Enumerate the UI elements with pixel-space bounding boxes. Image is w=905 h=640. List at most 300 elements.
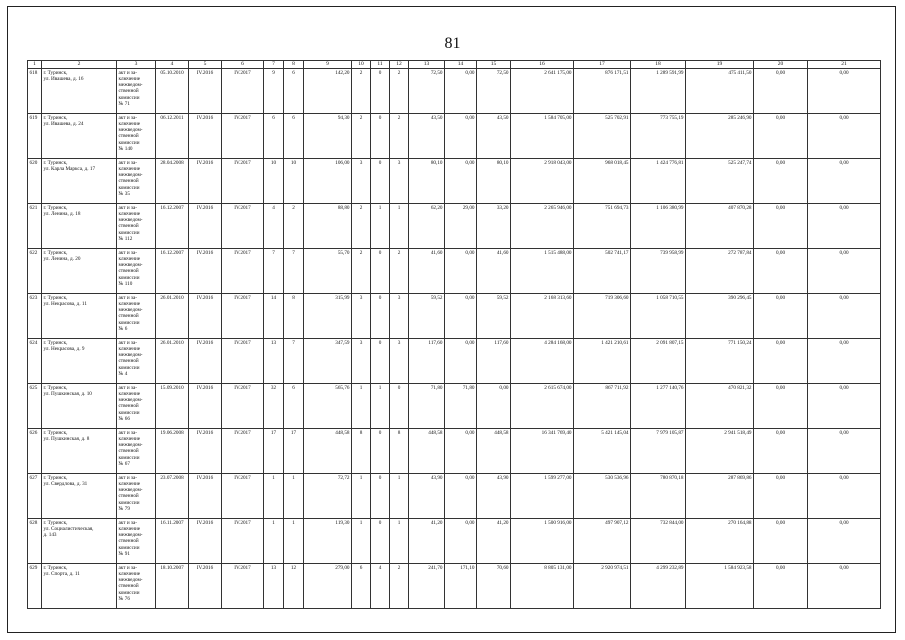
cell-col-18: 1 424 776,81: [631, 159, 686, 204]
cell-document-line: комиссии: [118, 544, 140, 551]
cell-col-16: 16 341 769,40: [511, 429, 574, 474]
cell-col-17: 876 171,51: [574, 69, 631, 114]
cell-col-15: 117,60: [477, 339, 511, 384]
cell-col-13: 62,20: [409, 204, 445, 249]
column-header-8: 8: [284, 61, 304, 69]
cell-col-17: 530 536,96: [574, 474, 631, 519]
cell-document-line: межведом-: [118, 532, 143, 539]
cell-col-7: 13: [264, 564, 284, 609]
cell-quarter-start: IV.2016: [189, 564, 222, 609]
cell-col-20: 0,00: [754, 429, 808, 474]
cell-document: [117, 519, 156, 564]
cell-number: 619: [28, 114, 42, 159]
cell-quarter-end: IV.2017: [222, 249, 264, 294]
cell-date: 06.12.2011: [156, 114, 189, 159]
cell-col-21: 0,00: [808, 249, 881, 294]
cell-number: 621: [28, 204, 42, 249]
cell-col-20: 0,00: [754, 204, 808, 249]
cell-document-line: межведом-: [118, 82, 143, 89]
cell-col-11: 1: [371, 384, 390, 429]
cell-document-line: ственной: [118, 223, 139, 230]
cell-col-12: 2: [390, 69, 409, 114]
cell-document-line: № 71: [118, 100, 130, 107]
table-row: [28, 474, 881, 519]
cell-document-line: межведом-: [118, 442, 143, 449]
cell-document-line: акт и за-: [118, 430, 137, 436]
cell-address-line: ул. Ленина, д. 18: [43, 211, 81, 218]
cell-col-7: 10: [264, 159, 284, 204]
cell-col-18: 773 755,19: [631, 114, 686, 159]
cell-col-11: 0: [371, 474, 390, 519]
cell-number: 625: [28, 384, 42, 429]
cell-address: [42, 249, 117, 294]
cell-date: 26.01.2010: [156, 339, 189, 384]
cell-col-15: 41,60: [477, 249, 511, 294]
cell-col-19: 407 870,28: [686, 204, 754, 249]
cell-col-14: 0,00: [445, 339, 477, 384]
cell-col-8: 17: [284, 429, 304, 474]
cell-quarter-start: IV.2016: [189, 159, 222, 204]
cell-col-19: 2 941 518,49: [686, 429, 754, 474]
cell-col-17: 1 421 210,61: [574, 339, 631, 384]
cell-document: [117, 114, 156, 159]
cell-quarter-end: IV.2017: [222, 69, 264, 114]
cell-col-19: 525 247,74: [686, 159, 754, 204]
table-row: [28, 159, 881, 204]
cell-quarter-end: IV.2017: [222, 384, 264, 429]
column-header-15: 15: [477, 61, 511, 69]
column-header-17: 17: [574, 61, 631, 69]
cell-address: [42, 204, 117, 249]
cell-col-8: 6: [284, 69, 304, 114]
cell-quarter-start: IV.2016: [189, 294, 222, 339]
cell-quarter-start: IV.2016: [189, 69, 222, 114]
cell-col-14: 0,00: [445, 519, 477, 564]
cell-number: 618: [28, 69, 42, 114]
cell-col-7: 14: [264, 294, 284, 339]
cell-col-15: 80,10: [477, 159, 511, 204]
cell-quarter-start: IV.2016: [189, 339, 222, 384]
cell-col-18: 780 870,18: [631, 474, 686, 519]
cell-col-20: 0,00: [754, 114, 808, 159]
cell-document-line: акт и за-: [118, 385, 137, 391]
cell-document-line: межведом-: [118, 127, 143, 134]
cell-col-21: 0,00: [808, 159, 881, 204]
cell-col-11: 0: [371, 429, 390, 474]
table-row: [28, 429, 881, 474]
column-header-14: 14: [445, 61, 477, 69]
cell-document-line: ственной: [118, 538, 139, 545]
cell-col-8: 1: [284, 519, 304, 564]
cell-col-18: 1 106 380,99: [631, 204, 686, 249]
cell-address-line: г. Туринск,: [43, 70, 68, 76]
cell-col-18: 1 289 591,99: [631, 69, 686, 114]
cell-address-line: ул. Пушкинская, д. 10: [43, 391, 92, 398]
cell-col-18: 732 844,00: [631, 519, 686, 564]
cell-document-line: ключение: [118, 76, 141, 83]
cell-document-line: ственной: [118, 88, 139, 95]
cell-col-17: 719 306,60: [574, 294, 631, 339]
cell-col-19: 270 164,88: [686, 519, 754, 564]
table-row: [28, 384, 881, 429]
cell-col-21: 0,00: [808, 339, 881, 384]
cell-address-line: ул. Некрасова, д. 11: [43, 301, 87, 308]
column-header-2: 2: [42, 61, 117, 69]
cell-address-line: г. Туринск,: [43, 430, 68, 436]
cell-document-line: межведом-: [118, 172, 143, 179]
cell-col-11: 0: [371, 159, 390, 204]
cell-col-11: 0: [371, 114, 390, 159]
cell-document-line: межведом-: [118, 487, 143, 494]
cell-document: [117, 204, 156, 249]
cell-col-16: 8 805 131,00: [511, 564, 574, 609]
cell-document-line: ключение: [118, 436, 141, 443]
cell-quarter-end: IV.2017: [222, 294, 264, 339]
cell-col-13: 41,20: [409, 519, 445, 564]
header-row: [28, 61, 881, 69]
cell-col-16: 1 500 916,00: [511, 519, 574, 564]
cell-document-line: ственной: [118, 448, 139, 455]
cell-address-line: ул. Ивашева, д. 16: [43, 76, 84, 83]
column-header-4: 4: [156, 61, 189, 69]
cell-date: 16.12.2007: [156, 204, 189, 249]
cell-col-20: 0,00: [754, 159, 808, 204]
cell-col-10: 1: [352, 384, 371, 429]
cell-col-20: 0,00: [754, 564, 808, 609]
cell-col-9: 88,80: [304, 204, 352, 249]
cell-quarter-start: IV.2016: [189, 384, 222, 429]
cell-col-16: 4 284 168,00: [511, 339, 574, 384]
cell-address: [42, 384, 117, 429]
cell-col-18: 1 058 710,55: [631, 294, 686, 339]
cell-date: 28.04.2008: [156, 159, 189, 204]
cell-number: 627: [28, 474, 42, 519]
cell-col-7: 9: [264, 69, 284, 114]
cell-document-line: межведом-: [118, 217, 143, 224]
cell-address-line: г. Туринск,: [43, 340, 68, 346]
cell-date: 26.01.2010: [156, 294, 189, 339]
cell-quarter-end: IV.2017: [222, 204, 264, 249]
cell-col-9: 448,58: [304, 429, 352, 474]
cell-col-17: 502 741,17: [574, 249, 631, 294]
cell-col-20: 0,00: [754, 294, 808, 339]
cell-number: 628: [28, 519, 42, 564]
column-header-11: 11: [371, 61, 390, 69]
cell-col-16: 2 168 313,60: [511, 294, 574, 339]
table-row: [28, 339, 881, 384]
cell-col-7: 32: [264, 384, 284, 429]
cell-col-10: 1: [352, 519, 371, 564]
cell-col-14: 0,00: [445, 294, 477, 339]
cell-document: [117, 249, 156, 294]
cell-address: [42, 339, 117, 384]
cell-document-line: ключение: [118, 211, 141, 218]
cell-document-line: ключение: [118, 301, 141, 308]
cell-date: 05.10.2010: [156, 69, 189, 114]
cell-col-21: 0,00: [808, 114, 881, 159]
cell-document-line: межведом-: [118, 307, 143, 314]
column-header-16: 16: [511, 61, 574, 69]
cell-document-line: комиссии: [118, 184, 140, 191]
cell-col-20: 0,00: [754, 474, 808, 519]
cell-address-line: г. Туринск,: [43, 205, 68, 211]
cell-col-9: 315,99: [304, 294, 352, 339]
column-header-7: 7: [264, 61, 284, 69]
cell-document-line: комиссии: [118, 319, 140, 326]
cell-col-15: 448,58: [477, 429, 511, 474]
column-header-21: 21: [808, 61, 881, 69]
cell-col-13: 80,10: [409, 159, 445, 204]
column-header-20: 20: [754, 61, 808, 69]
cell-col-13: 43,90: [409, 474, 445, 519]
cell-col-10: 2: [352, 204, 371, 249]
cell-col-17: 867 711,92: [574, 384, 631, 429]
cell-col-14: 0,00: [445, 249, 477, 294]
cell-col-20: 0,00: [754, 69, 808, 114]
cell-col-14: 0,00: [445, 474, 477, 519]
cell-document-line: акт и за-: [118, 475, 137, 481]
cell-address-line: д. 143: [43, 532, 57, 539]
cell-document-line: ственной: [118, 268, 139, 275]
cell-address: [42, 114, 117, 159]
cell-col-7: 1: [264, 474, 284, 519]
cell-date: 19.06.2008: [156, 429, 189, 474]
cell-quarter-end: IV.2017: [222, 519, 264, 564]
cell-col-19: 771 150,24: [686, 339, 754, 384]
cell-number: 620: [28, 159, 42, 204]
cell-document: [117, 384, 156, 429]
cell-date: 23.07.2008: [156, 474, 189, 519]
cell-document-line: ственной: [118, 403, 139, 410]
cell-document-line: комиссии: [118, 94, 140, 101]
cell-col-8: 6: [284, 384, 304, 429]
cell-address-line: ул. Свердлова, д. 31: [43, 481, 88, 488]
cell-col-10: 3: [352, 159, 371, 204]
cell-number: 629: [28, 564, 42, 609]
cell-document-line: ственной: [118, 583, 139, 590]
cell-address-line: ул. Ленина, д. 20: [43, 256, 81, 263]
cell-document-line: комиссии: [118, 274, 140, 281]
cell-col-20: 0,00: [754, 339, 808, 384]
cell-address-line: г. Туринск,: [43, 475, 68, 481]
cell-address-line: ул. Некрасова, д. 9: [43, 346, 85, 353]
cell-col-13: 43,50: [409, 114, 445, 159]
cell-col-15: 0,00: [477, 384, 511, 429]
cell-document-line: межведом-: [118, 397, 143, 404]
cell-col-19: 1 584 923,58: [686, 564, 754, 609]
cell-document-line: ключение: [118, 571, 141, 578]
cell-date: 16.12.2007: [156, 249, 189, 294]
cell-col-8: 7: [284, 249, 304, 294]
table-row: [28, 204, 881, 249]
cell-col-13: 241,70: [409, 564, 445, 609]
cell-col-8: 8: [284, 294, 304, 339]
cell-col-10: 1: [352, 474, 371, 519]
cell-document-line: комиссии: [118, 454, 140, 461]
cell-col-7: 7: [264, 249, 284, 294]
cell-col-21: 0,00: [808, 474, 881, 519]
cell-col-17: 968 018,45: [574, 159, 631, 204]
cell-document-line: ключение: [118, 481, 141, 488]
cell-col-16: 1 599 277,00: [511, 474, 574, 519]
cell-col-7: 13: [264, 339, 284, 384]
column-header-6: 6: [222, 61, 264, 69]
cell-document-line: комиссии: [118, 499, 140, 506]
cell-quarter-end: IV.2017: [222, 474, 264, 519]
cell-quarter-start: IV.2016: [189, 474, 222, 519]
cell-document-line: ключение: [118, 391, 141, 398]
cell-document-line: ключение: [118, 256, 141, 263]
column-header-3: 3: [117, 61, 156, 69]
cell-col-10: 2: [352, 114, 371, 159]
cell-quarter-end: IV.2017: [222, 114, 264, 159]
cell-col-14: 171,10: [445, 564, 477, 609]
cell-col-15: 41,20: [477, 519, 511, 564]
cell-col-14: 0,00: [445, 159, 477, 204]
cell-col-15: 33,20: [477, 204, 511, 249]
cell-document-line: № 35: [118, 190, 130, 197]
cell-number: 622: [28, 249, 42, 294]
cell-address: [42, 429, 117, 474]
cell-quarter-start: IV.2016: [189, 114, 222, 159]
cell-col-16: 2 265 946,00: [511, 204, 574, 249]
cell-address-line: ул. Спорта, д. 11: [43, 571, 80, 578]
column-header-9: 9: [304, 61, 352, 69]
cell-document-line: акт и за-: [118, 520, 137, 526]
data-table: [27, 60, 881, 609]
cell-col-11: 0: [371, 519, 390, 564]
cell-date: 15.09.2010: [156, 384, 189, 429]
cell-col-10: 2: [352, 249, 371, 294]
cell-document-line: № 76: [118, 595, 130, 602]
cell-col-21: 0,00: [808, 384, 881, 429]
cell-document-line: комиссии: [118, 409, 140, 416]
column-header-1: 1: [28, 61, 42, 69]
column-header-10: 10: [352, 61, 371, 69]
cell-document-line: межведом-: [118, 352, 143, 359]
cell-col-11: 0: [371, 69, 390, 114]
cell-document-line: межведом-: [118, 262, 143, 269]
cell-col-19: 475 411,50: [686, 69, 754, 114]
table-row: [28, 114, 881, 159]
cell-col-18: 2 091 807,15: [631, 339, 686, 384]
cell-address: [42, 474, 117, 519]
cell-col-7: 4: [264, 204, 284, 249]
cell-quarter-end: IV.2017: [222, 429, 264, 474]
cell-col-18: 739 958,99: [631, 249, 686, 294]
cell-address-line: г. Туринск,: [43, 160, 68, 166]
cell-address-line: ул. Социалистическая,: [43, 526, 94, 533]
cell-col-10: 8: [352, 429, 371, 474]
cell-col-9: 94,30: [304, 114, 352, 159]
column-header-5: 5: [189, 61, 222, 69]
cell-address-line: ул. Пушкинская, д. 8: [43, 436, 90, 443]
cell-quarter-end: IV.2017: [222, 339, 264, 384]
cell-col-8: 2: [284, 204, 304, 249]
cell-document-line: ключение: [118, 166, 141, 173]
cell-document-line: акт и за-: [118, 115, 137, 121]
cell-col-7: 6: [264, 114, 284, 159]
cell-col-9: 142,20: [304, 69, 352, 114]
cell-quarter-end: IV.2017: [222, 159, 264, 204]
cell-document: [117, 564, 156, 609]
cell-col-21: 0,00: [808, 519, 881, 564]
cell-document: [117, 474, 156, 519]
cell-address-line: г. Туринск,: [43, 520, 68, 526]
cell-col-21: 0,00: [808, 294, 881, 339]
cell-col-11: 1: [371, 204, 390, 249]
cell-document-line: ственной: [118, 133, 139, 140]
cell-col-12: 2: [390, 249, 409, 294]
cell-col-19: 390 296,45: [686, 294, 754, 339]
cell-address: [42, 294, 117, 339]
cell-col-8: 10: [284, 159, 304, 204]
cell-address-line: г. Туринск,: [43, 385, 68, 391]
cell-col-13: 117,60: [409, 339, 445, 384]
cell-col-13: 41,60: [409, 249, 445, 294]
column-header-19: 19: [686, 61, 754, 69]
cell-document-line: ключение: [118, 121, 141, 128]
cell-document-line: ственной: [118, 358, 139, 365]
cell-col-12: 3: [390, 159, 409, 204]
cell-document-line: № 67: [118, 460, 130, 467]
cell-document-line: ственной: [118, 493, 139, 500]
column-header-12: 12: [390, 61, 409, 69]
table-body: [28, 69, 881, 609]
cell-document-line: ключение: [118, 526, 141, 533]
cell-col-13: 71,80: [409, 384, 445, 429]
cell-address: [42, 564, 117, 609]
cell-col-14: 0,00: [445, 114, 477, 159]
cell-col-9: 55,70: [304, 249, 352, 294]
cell-col-11: 0: [371, 339, 390, 384]
cell-document-line: акт и за-: [118, 340, 137, 346]
cell-col-13: 448,58: [409, 429, 445, 474]
cell-document-line: акт и за-: [118, 205, 137, 211]
cell-col-13: 72,50: [409, 69, 445, 114]
cell-number: 626: [28, 429, 42, 474]
cell-col-14: 71,80: [445, 384, 477, 429]
cell-quarter-start: IV.2016: [189, 519, 222, 564]
cell-col-10: 3: [352, 339, 371, 384]
cell-quarter-start: IV.2016: [189, 204, 222, 249]
cell-col-7: 1: [264, 519, 284, 564]
cell-col-21: 0,00: [808, 564, 881, 609]
cell-col-10: 6: [352, 564, 371, 609]
cell-document-line: № 6: [118, 325, 128, 332]
cell-number: 624: [28, 339, 42, 384]
table-row: [28, 249, 881, 294]
cell-col-12: 1: [390, 519, 409, 564]
cell-col-12: 3: [390, 339, 409, 384]
cell-col-9: 72,72: [304, 474, 352, 519]
cell-document-line: ственной: [118, 178, 139, 185]
cell-col-14: 0,00: [445, 429, 477, 474]
cell-address-line: ул. Карла Маркса, д. 17: [43, 166, 96, 173]
cell-col-18: 1 277 140,76: [631, 384, 686, 429]
cell-document-line: № 91: [118, 550, 130, 557]
cell-col-8: 6: [284, 114, 304, 159]
cell-col-16: 2 918 043,00: [511, 159, 574, 204]
table-row: [28, 69, 881, 114]
cell-document-line: межведом-: [118, 577, 143, 584]
cell-col-12: 2: [390, 564, 409, 609]
cell-col-18: 7 979 105,87: [631, 429, 686, 474]
cell-document-line: комиссии: [118, 229, 140, 236]
cell-col-9: 565,76: [304, 384, 352, 429]
cell-address: [42, 159, 117, 204]
cell-col-9: 106,00: [304, 159, 352, 204]
